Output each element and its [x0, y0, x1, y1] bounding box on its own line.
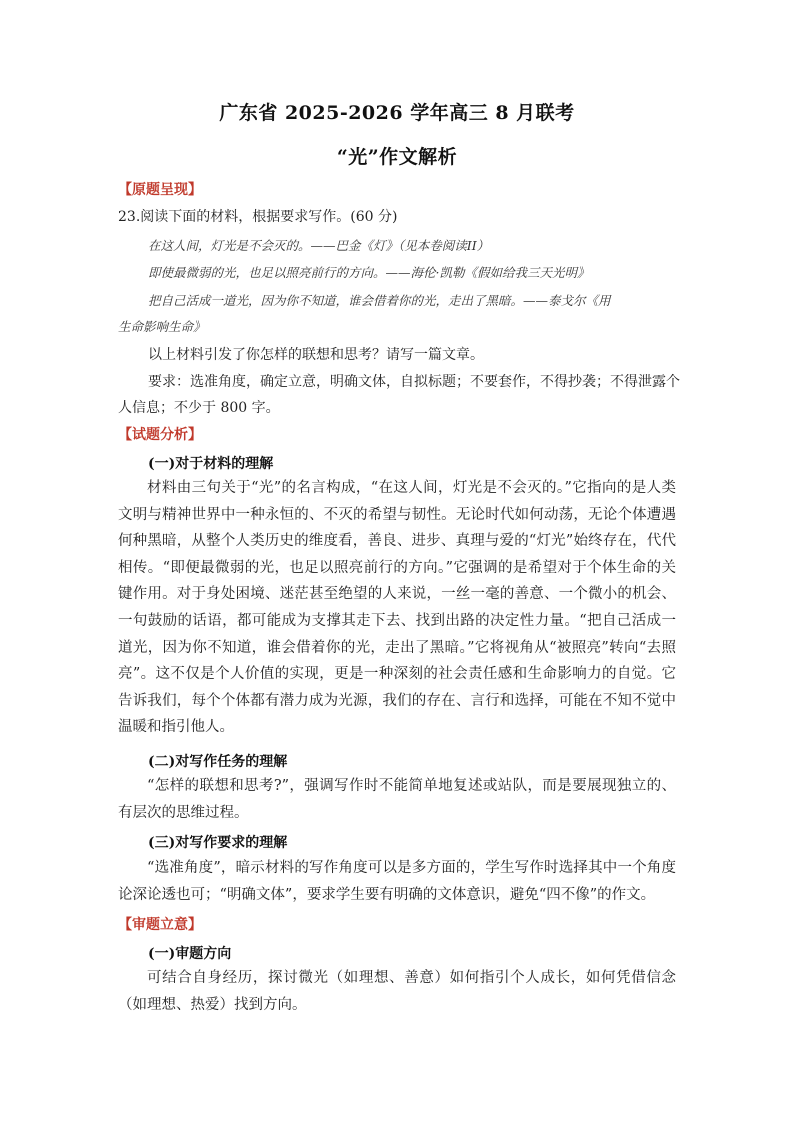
quote-3-line-2: 生命影响生命》 [118, 319, 206, 334]
quote-2: 即使最微弱的光，也足以照亮前行的方向。——海伦·凯勒《假如给我三天光明》 [148, 265, 590, 280]
paragraph-requirements: “选准角度”，暗示材料的写作角度可以是多方面的，学生写作时选择其中一个角度论深论透也可；“明确文体”，要求学生要有明确的文体意识，避免“四不像”的作文。 [118, 860, 676, 903]
subheading-direction: (一)审题方向 [148, 946, 232, 962]
subheading-task: (二)对写作任务的理解 [148, 754, 288, 770]
paragraph-task: “怎样的联想和思考?”，强调写作时不能简单地复述或站队，而是要展现独立的、有层次的思维过程。 [118, 778, 676, 821]
question-prompt: 23.阅读下面的材料，根据要求写作。(60 分) [118, 209, 398, 225]
subheading-requirements: (三)对写作要求的理解 [148, 835, 288, 851]
section-heading-analysis: 【试题分析】 [118, 427, 202, 443]
paragraph-material: 材料由三句关于“光”的名言构成，“在这人间，灯光是不会灭的。”它指向的是人类文明与精神世界中一种永恒的、不灭的希望与韧性。无论时代如何动荡，无论个体遭遇何种黑暗，从整个人类历史的维度看，善良、进步、真理与爱的“灯光”始终存在，代代相传。“即便最微弱的光，也足以照亮前行的方向。”它强调的是希望对于个体生命的关键作用。对于身处困境、迷茫甚至绝望的人来说，一丝一毫的善意、一个微小的机会、一句鼓励的话语，都可能成为支撑其走下去、找到出路的决定性力量。“把自己活成一道光，因为你不知道，谁会借着你的光，走出了黑暗。”它将视角从“被照亮”转向“去照亮”。这不仅是个人价值的实现，更是一种深刻的社会责任感和生命影响力的自觉。它告诉我们，每个个体都有潜力成为光源，我们的存在、言行和选择，可能在不知不觉中温暖和指引他人。 [118, 480, 676, 736]
page-subtitle: “光”作文解析 [336, 146, 458, 168]
quote-1: 在这人间，灯光是不会灭的。——巴金《灯》（见本卷阅读II） [148, 238, 490, 253]
section-heading-theme: 【审题立意】 [118, 917, 202, 933]
page-title: 广东省 2025-2026 学年高三 8 月联考 [219, 102, 575, 124]
task-text: 以上材料引发了你怎样的联想和思考？请写一篇文章。 [148, 347, 484, 363]
subheading-material: (一)对于材料的理解 [148, 456, 274, 472]
requirements-line-2: 人信息；不少于 800 字。 [118, 400, 280, 416]
requirements-line-1: 要求：选准角度，确定立意，明确文体，自拟标题；不要套作，不得抄袭；不得泄露个 [148, 374, 680, 390]
paragraph-direction: 可结合自身经历，探讨微光（如理想、善意）如何指引个人成长，如何凭借信念（如理想、热爱）找到方向。 [118, 970, 676, 1013]
quote-3-line-1: 把自己活成一道光，因为你不知道，谁会借着你的光，走出了黑暗。——泰戈尔《用 [148, 293, 611, 308]
section-heading-original: 【原题呈现】 [118, 182, 202, 198]
